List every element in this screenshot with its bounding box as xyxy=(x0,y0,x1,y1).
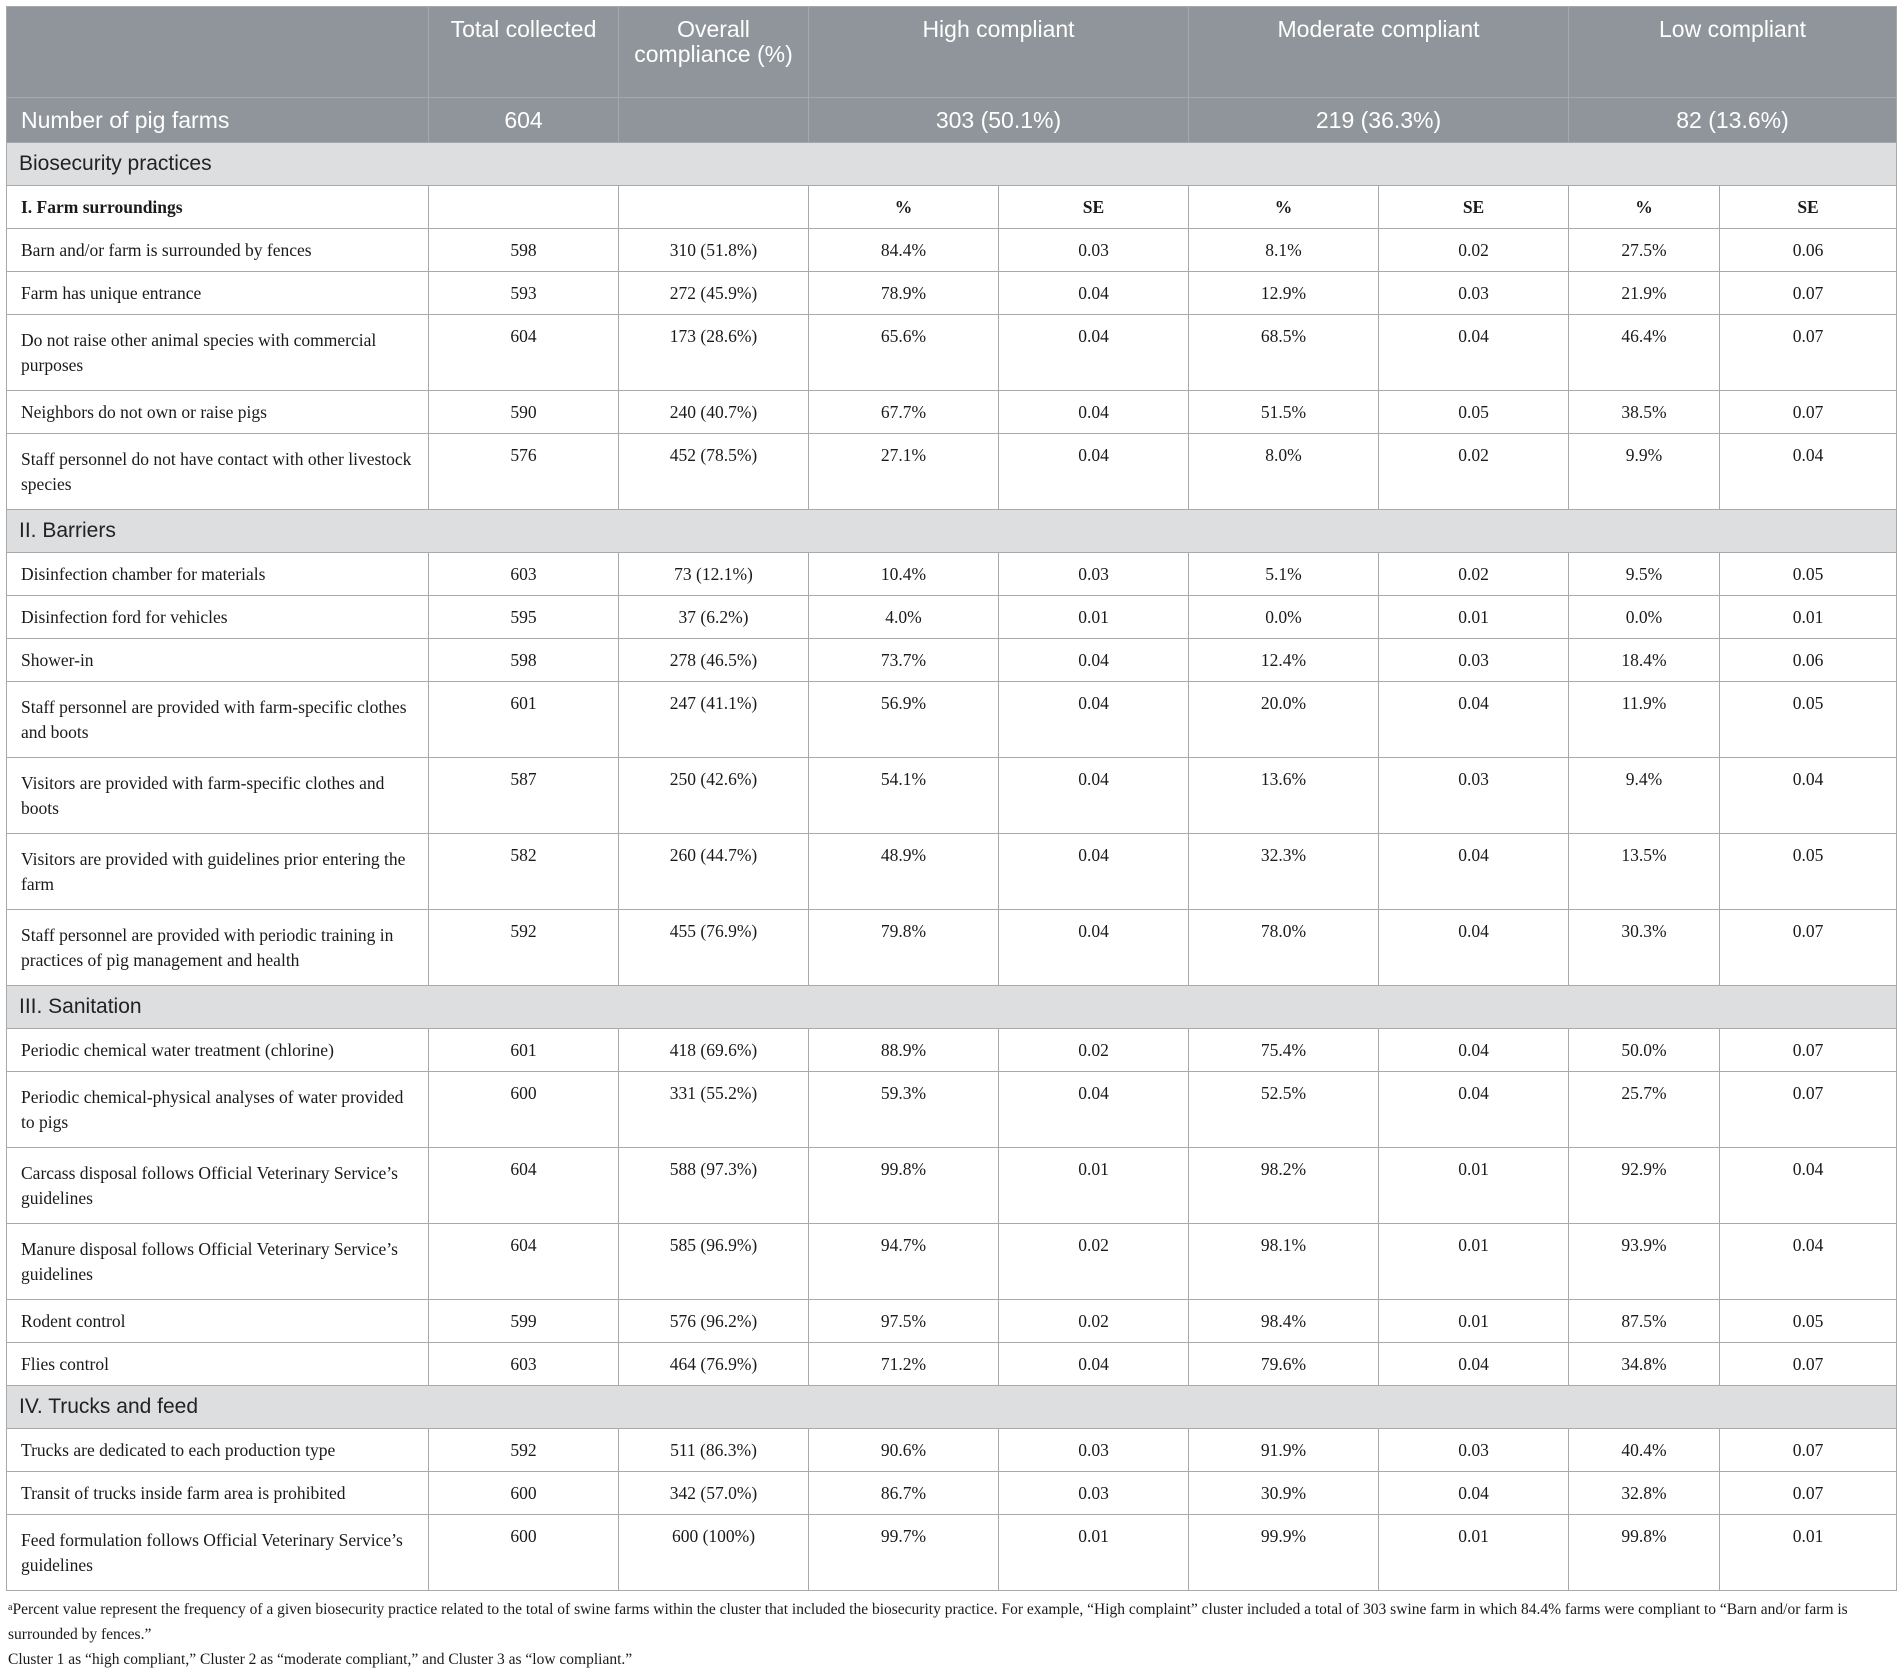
cell-low-pct: 93.9% xyxy=(1569,1224,1720,1300)
section-header-row xyxy=(7,510,1897,553)
cell-low-pct: 9.5% xyxy=(1569,553,1720,596)
cell-low-pct: 13.5% xyxy=(1569,834,1720,910)
cell-high-se: 0.04 xyxy=(999,272,1189,315)
cell-high-se: 0.04 xyxy=(999,758,1189,834)
cell-high-se: 0.04 xyxy=(999,391,1189,434)
cell-total-collected: 576 xyxy=(429,434,619,510)
section-title: IV. Trucks and feed xyxy=(7,1386,1897,1429)
row-label: Barn and/or farm is surrounded by fences xyxy=(7,229,429,272)
cell-high-pct: 71.2% xyxy=(809,1343,999,1386)
table-row xyxy=(7,1224,1897,1300)
cell-total-collected: 600 xyxy=(429,1515,619,1591)
table-row xyxy=(7,639,1897,682)
cell-total-collected: 600 xyxy=(429,1472,619,1515)
cell-high-se: 0.02 xyxy=(999,1029,1189,1072)
row-label: Staff personnel are provided with farm-specific clothes and boots xyxy=(7,682,429,758)
cell-high-se: 0.04 xyxy=(999,1072,1189,1148)
cell-high-se: 0.03 xyxy=(999,229,1189,272)
cell-moderate-pct: 98.4% xyxy=(1189,1300,1379,1343)
cell-low-se: 0.04 xyxy=(1720,434,1897,510)
cell-moderate-se: 0.01 xyxy=(1379,1300,1569,1343)
cell-overall-compliance: 240 (40.7%) xyxy=(619,391,809,434)
cell-moderate-pct: 32.3% xyxy=(1189,834,1379,910)
cell-moderate-se: 0.02 xyxy=(1379,229,1569,272)
cell-low-se: 0.07 xyxy=(1720,1429,1897,1472)
cell-overall-compliance: 278 (46.5%) xyxy=(619,639,809,682)
cell-low-pct: 9.4% xyxy=(1569,758,1720,834)
cell-blank xyxy=(619,186,809,229)
cell-total-collected: 595 xyxy=(429,596,619,639)
cell-low-se: 0.07 xyxy=(1720,1029,1897,1072)
cell-low-se: 0.01 xyxy=(1720,1515,1897,1591)
biosecurity-table xyxy=(6,6,1897,1591)
cell-high-se: 0.04 xyxy=(999,1343,1189,1386)
table-row xyxy=(7,391,1897,434)
table-row xyxy=(7,1029,1897,1072)
cell-overall-compliance: 342 (57.0%) xyxy=(619,1472,809,1515)
cell-high-se: 0.03 xyxy=(999,1472,1189,1515)
cell-low-se: 0.07 xyxy=(1720,1072,1897,1148)
cell-low-pct: 21.9% xyxy=(1569,272,1720,315)
cell-total-collected: 592 xyxy=(429,910,619,986)
cell-moderate-se: 0.04 xyxy=(1379,910,1569,986)
cell-low-pct: 27.5% xyxy=(1569,229,1720,272)
cell-low-pct: 99.8% xyxy=(1569,1515,1720,1591)
cell-moderate-pct: 75.4% xyxy=(1189,1029,1379,1072)
row-label: Carcass disposal follows Official Veterinary Service’s guidelines xyxy=(7,1148,429,1224)
subheader-se: SE xyxy=(999,186,1189,229)
table-row xyxy=(7,1072,1897,1148)
cell-total-collected: 599 xyxy=(429,1300,619,1343)
cell-overall-compliance: 331 (55.2%) xyxy=(619,1072,809,1148)
cell-total-collected: 604 xyxy=(429,1224,619,1300)
cell-high-pct: 99.7% xyxy=(809,1515,999,1591)
cell-overall-compliance: 588 (97.3%) xyxy=(619,1148,809,1224)
cell-moderate-pct: 12.4% xyxy=(1189,639,1379,682)
table-row xyxy=(7,229,1897,272)
section-biosecurity xyxy=(7,143,1897,186)
cell-high-pct: 84.4% xyxy=(809,229,999,272)
cell-high-pct: 86.7% xyxy=(809,1472,999,1515)
cell-high-pct: 10.4% xyxy=(809,553,999,596)
row-label: Trucks are dedicated to each production type xyxy=(7,1429,429,1472)
cell-high-se: 0.04 xyxy=(999,682,1189,758)
cell-low-se: 0.07 xyxy=(1720,315,1897,391)
table-row xyxy=(7,682,1897,758)
cell-moderate-se: 0.01 xyxy=(1379,596,1569,639)
row-label: Periodic chemical water treatment (chlorine) xyxy=(7,1029,429,1072)
header-moderate-count: 219 (36.3%) xyxy=(1189,98,1569,143)
cell-high-pct: 94.7% xyxy=(809,1224,999,1300)
cell-low-pct: 46.4% xyxy=(1569,315,1720,391)
row-label: Shower-in xyxy=(7,639,429,682)
cell-moderate-pct: 68.5% xyxy=(1189,315,1379,391)
cell-low-se: 0.07 xyxy=(1720,391,1897,434)
cell-low-pct: 38.5% xyxy=(1569,391,1720,434)
row-label: Flies control xyxy=(7,1343,429,1386)
cell-moderate-se: 0.03 xyxy=(1379,639,1569,682)
cell-low-pct: 32.8% xyxy=(1569,1472,1720,1515)
cell-high-pct: 67.7% xyxy=(809,391,999,434)
table-row xyxy=(7,434,1897,510)
cell-high-pct: 4.0% xyxy=(809,596,999,639)
header-low-compliant: Low compliant xyxy=(1569,7,1897,98)
cell-high-se: 0.04 xyxy=(999,315,1189,391)
cell-high-se: 0.02 xyxy=(999,1300,1189,1343)
cell-high-pct: 59.3% xyxy=(809,1072,999,1148)
cell-total-collected: 604 xyxy=(429,1148,619,1224)
table-row xyxy=(7,596,1897,639)
table-row xyxy=(7,315,1897,391)
cell-low-pct: 92.9% xyxy=(1569,1148,1720,1224)
section-header-row xyxy=(7,1386,1897,1429)
cell-moderate-se: 0.01 xyxy=(1379,1224,1569,1300)
cell-overall-compliance: 455 (76.9%) xyxy=(619,910,809,986)
cell-low-se: 0.07 xyxy=(1720,910,1897,986)
cell-total-collected: 604 xyxy=(429,315,619,391)
row-label: Transit of trucks inside farm area is prohibited xyxy=(7,1472,429,1515)
cell-high-pct: 78.9% xyxy=(809,272,999,315)
footnote-marker: a xyxy=(8,1602,13,1613)
cell-overall-compliance: 452 (78.5%) xyxy=(619,434,809,510)
table-row xyxy=(7,758,1897,834)
table-row xyxy=(7,834,1897,910)
row-label: Staff personnel do not have contact with other livestock species xyxy=(7,434,429,510)
section-title: II. Barriers xyxy=(7,510,1897,553)
cell-total-collected: 598 xyxy=(429,639,619,682)
cell-high-se: 0.02 xyxy=(999,1224,1189,1300)
header-total-value: 604 xyxy=(429,98,619,143)
cell-high-se: 0.04 xyxy=(999,639,1189,682)
header-low-count: 82 (13.6%) xyxy=(1569,98,1897,143)
cell-overall-compliance: 310 (51.8%) xyxy=(619,229,809,272)
section-title: III. Sanitation xyxy=(7,986,1897,1029)
cell-high-se: 0.01 xyxy=(999,1148,1189,1224)
cell-moderate-se: 0.04 xyxy=(1379,834,1569,910)
cell-low-pct: 25.7% xyxy=(1569,1072,1720,1148)
cell-total-collected: 587 xyxy=(429,758,619,834)
cell-low-se: 0.05 xyxy=(1720,682,1897,758)
header-row-counts xyxy=(7,98,1897,143)
header-overall-compliance: Overall compliance (%) xyxy=(619,7,809,98)
footnotes xyxy=(6,1597,1888,1672)
cell-low-pct: 11.9% xyxy=(1569,682,1720,758)
cell-low-se: 0.05 xyxy=(1720,1300,1897,1343)
subheader-row xyxy=(7,186,1897,229)
table-row xyxy=(7,553,1897,596)
subheader-pct: % xyxy=(1189,186,1379,229)
row-label: Farm has unique entrance xyxy=(7,272,429,315)
cell-low-pct: 30.3% xyxy=(1569,910,1720,986)
footnote-2: Cluster 1 as “high compliant,” Cluster 2 as “moderate compliant,” and Cluster 3 as “low compliant.” xyxy=(8,1651,633,1668)
cell-moderate-pct: 20.0% xyxy=(1189,682,1379,758)
table-container xyxy=(6,6,1896,1672)
table-row xyxy=(7,910,1897,986)
cell-moderate-se: 0.01 xyxy=(1379,1515,1569,1591)
cell-moderate-se: 0.04 xyxy=(1379,1029,1569,1072)
cell-moderate-se: 0.03 xyxy=(1379,272,1569,315)
cell-total-collected: 603 xyxy=(429,553,619,596)
cell-blank xyxy=(429,186,619,229)
cell-low-se: 0.06 xyxy=(1720,229,1897,272)
cell-moderate-pct: 99.9% xyxy=(1189,1515,1379,1591)
cell-low-se: 0.07 xyxy=(1720,1343,1897,1386)
table-row xyxy=(7,1343,1897,1386)
cell-high-pct: 54.1% xyxy=(809,758,999,834)
cell-moderate-pct: 52.5% xyxy=(1189,1072,1379,1148)
cell-moderate-pct: 91.9% xyxy=(1189,1429,1379,1472)
subheader-pct: % xyxy=(809,186,999,229)
footnote-1-text: Percent value represent the frequency of a given biosecurity practice related to the total of swine farms within the cluster that included the biosecurity practice. For example, “High complaint” cluster included a total of 303 swine farm in which 84.4% farms were compliant to “Barn and/or farm is surrounded by fences.” xyxy=(8,1601,1848,1643)
cell-overall-compliance: 418 (69.6%) xyxy=(619,1029,809,1072)
cell-low-pct: 50.0% xyxy=(1569,1029,1720,1072)
cell-overall-compliance: 272 (45.9%) xyxy=(619,272,809,315)
cell-high-se: 0.01 xyxy=(999,1515,1189,1591)
cell-moderate-se: 0.04 xyxy=(1379,682,1569,758)
cell-low-pct: 0.0% xyxy=(1569,596,1720,639)
cell-low-se: 0.04 xyxy=(1720,1148,1897,1224)
cell-moderate-pct: 78.0% xyxy=(1189,910,1379,986)
section-title: Biosecurity practices xyxy=(7,143,1897,186)
cell-moderate-se: 0.01 xyxy=(1379,1148,1569,1224)
cell-low-pct: 34.8% xyxy=(1569,1343,1720,1386)
cell-moderate-se: 0.04 xyxy=(1379,1343,1569,1386)
row-label: Feed formulation follows Official Veterinary Service’s guidelines xyxy=(7,1515,429,1591)
footnote-1 xyxy=(8,1597,1888,1647)
cell-high-pct: 79.8% xyxy=(809,910,999,986)
cell-low-pct: 18.4% xyxy=(1569,639,1720,682)
cell-moderate-pct: 12.9% xyxy=(1189,272,1379,315)
cell-moderate-se: 0.02 xyxy=(1379,553,1569,596)
cell-overall-compliance: 173 (28.6%) xyxy=(619,315,809,391)
cell-moderate-pct: 98.2% xyxy=(1189,1148,1379,1224)
cell-overall-compliance: 585 (96.9%) xyxy=(619,1224,809,1300)
cell-overall-compliance: 576 (96.2%) xyxy=(619,1300,809,1343)
cell-low-pct: 40.4% xyxy=(1569,1429,1720,1472)
cell-high-se: 0.01 xyxy=(999,596,1189,639)
table-row xyxy=(7,1300,1897,1343)
cell-overall-compliance: 600 (100%) xyxy=(619,1515,809,1591)
subheader-se: SE xyxy=(1720,186,1897,229)
header-row-labels xyxy=(7,7,1897,98)
cell-high-pct: 90.6% xyxy=(809,1429,999,1472)
cell-high-pct: 27.1% xyxy=(809,434,999,510)
cell-moderate-se: 0.04 xyxy=(1379,1072,1569,1148)
subheader-pct: % xyxy=(1569,186,1720,229)
row-label: Visitors are provided with farm-specific clothes and boots xyxy=(7,758,429,834)
cell-overall-compliance: 37 (6.2%) xyxy=(619,596,809,639)
table-row xyxy=(7,1515,1897,1591)
cell-high-pct: 48.9% xyxy=(809,834,999,910)
cell-high-pct: 73.7% xyxy=(809,639,999,682)
cell-low-se: 0.01 xyxy=(1720,596,1897,639)
cell-moderate-pct: 0.0% xyxy=(1189,596,1379,639)
header-high-compliant: High compliant xyxy=(809,7,1189,98)
cell-moderate-pct: 98.1% xyxy=(1189,1224,1379,1300)
cell-high-pct: 65.6% xyxy=(809,315,999,391)
row-label: Do not raise other animal species with commercial purposes xyxy=(7,315,429,391)
cell-low-pct: 87.5% xyxy=(1569,1300,1720,1343)
row-label: Disinfection chamber for materials xyxy=(7,553,429,596)
cell-overall-compliance: 464 (76.9%) xyxy=(619,1343,809,1386)
row-label: Periodic chemical-physical analyses of water provided to pigs xyxy=(7,1072,429,1148)
row-label: Neighbors do not own or raise pigs xyxy=(7,391,429,434)
cell-moderate-pct: 30.9% xyxy=(1189,1472,1379,1515)
cell-total-collected: 590 xyxy=(429,391,619,434)
cell-low-pct: 9.9% xyxy=(1569,434,1720,510)
cell-low-se: 0.05 xyxy=(1720,834,1897,910)
cell-overall-compliance: 250 (42.6%) xyxy=(619,758,809,834)
cell-low-se: 0.07 xyxy=(1720,1472,1897,1515)
row-label: Visitors are provided with guidelines prior entering the farm xyxy=(7,834,429,910)
cell-moderate-se: 0.02 xyxy=(1379,434,1569,510)
cell-moderate-pct: 8.1% xyxy=(1189,229,1379,272)
cell-high-se: 0.04 xyxy=(999,434,1189,510)
section-header-row xyxy=(7,986,1897,1029)
cell-total-collected: 598 xyxy=(429,229,619,272)
cell-total-collected: 601 xyxy=(429,1029,619,1072)
cell-high-pct: 56.9% xyxy=(809,682,999,758)
cell-total-collected: 593 xyxy=(429,272,619,315)
cell-low-se: 0.04 xyxy=(1720,758,1897,834)
header-overall-blank xyxy=(619,98,809,143)
cell-high-se: 0.04 xyxy=(999,834,1189,910)
row-label: Manure disposal follows Official Veterinary Service’s guidelines xyxy=(7,1224,429,1300)
cell-total-collected: 603 xyxy=(429,1343,619,1386)
table-row xyxy=(7,1148,1897,1224)
cell-moderate-se: 0.03 xyxy=(1379,758,1569,834)
cell-high-pct: 97.5% xyxy=(809,1300,999,1343)
cell-moderate-se: 0.03 xyxy=(1379,1429,1569,1472)
cell-low-se: 0.04 xyxy=(1720,1224,1897,1300)
row-label: Staff personnel are provided with periodic training in practices of pig management and health xyxy=(7,910,429,986)
header-number-of-pig-farms: Number of pig farms xyxy=(7,98,429,143)
cell-overall-compliance: 511 (86.3%) xyxy=(619,1429,809,1472)
cell-low-se: 0.05 xyxy=(1720,553,1897,596)
cell-high-se: 0.04 xyxy=(999,910,1189,986)
cell-moderate-se: 0.04 xyxy=(1379,315,1569,391)
cell-moderate-pct: 13.6% xyxy=(1189,758,1379,834)
header-total-collected: Total collected xyxy=(429,7,619,98)
cell-total-collected: 600 xyxy=(429,1072,619,1148)
header-blank-cell xyxy=(7,7,429,98)
cell-moderate-pct: 8.0% xyxy=(1189,434,1379,510)
cell-overall-compliance: 247 (41.1%) xyxy=(619,682,809,758)
cell-high-pct: 88.9% xyxy=(809,1029,999,1072)
cell-total-collected: 601 xyxy=(429,682,619,758)
cell-total-collected: 582 xyxy=(429,834,619,910)
row-label: Rodent control xyxy=(7,1300,429,1343)
cell-moderate-pct: 5.1% xyxy=(1189,553,1379,596)
cell-high-pct: 99.8% xyxy=(809,1148,999,1224)
cell-low-se: 0.06 xyxy=(1720,639,1897,682)
cell-moderate-se: 0.05 xyxy=(1379,391,1569,434)
cell-moderate-pct: 79.6% xyxy=(1189,1343,1379,1386)
row-label: Disinfection ford for vehicles xyxy=(7,596,429,639)
cell-overall-compliance: 260 (44.7%) xyxy=(619,834,809,910)
cell-high-se: 0.03 xyxy=(999,1429,1189,1472)
cell-low-se: 0.07 xyxy=(1720,272,1897,315)
header-high-count: 303 (50.1%) xyxy=(809,98,1189,143)
cell-high-se: 0.03 xyxy=(999,553,1189,596)
cell-moderate-se: 0.04 xyxy=(1379,1472,1569,1515)
table-row xyxy=(7,1429,1897,1472)
section-title: I. Farm surroundings xyxy=(7,186,429,229)
cell-total-collected: 592 xyxy=(429,1429,619,1472)
table-row xyxy=(7,272,1897,315)
subheader-se: SE xyxy=(1379,186,1569,229)
table-row xyxy=(7,1472,1897,1515)
cell-overall-compliance: 73 (12.1%) xyxy=(619,553,809,596)
cell-moderate-pct: 51.5% xyxy=(1189,391,1379,434)
table-body xyxy=(7,143,1897,1591)
header-moderate-compliant: Moderate compliant xyxy=(1189,7,1569,98)
